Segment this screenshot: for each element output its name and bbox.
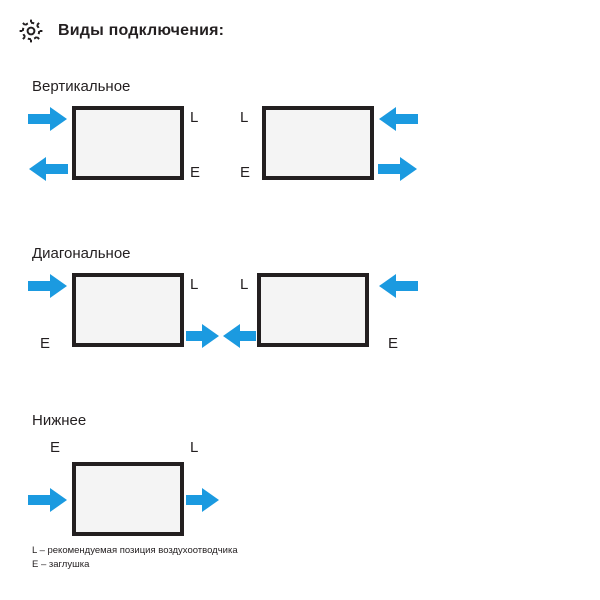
port-label-vertical-left-bottom: E <box>190 164 201 181</box>
page-header <box>18 18 224 44</box>
radiator-bottom <box>72 462 184 536</box>
arrow-inlet-diagonal-right-top <box>378 273 418 304</box>
port-label-diagonal-left-top: L <box>190 276 199 293</box>
arrow-inlet-diagonal-left-top <box>28 273 68 304</box>
port-label-vertical-left-top: L <box>190 109 199 126</box>
arrow-outlet-diagonal-left-bottom <box>186 323 220 354</box>
page-title: Виды подключения: <box>58 22 225 39</box>
port-label-bottom-right: L <box>190 439 199 456</box>
port-label-diagonal-right-bottom: E <box>388 335 399 352</box>
radiator-vertical-left <box>72 106 184 180</box>
section-title-bottom: Нижнее <box>32 412 87 429</box>
section-title-diagonal: Диагональное <box>32 245 131 262</box>
arrow-outlet-diagonal-right-bottom <box>222 323 256 354</box>
port-label-vertical-right-bottom: E <box>240 164 251 181</box>
legend-line-plug: E – заглушка <box>32 559 90 571</box>
section-title-vertical: Вертикальное <box>32 78 131 95</box>
port-label-diagonal-left-bottom: E <box>40 335 51 352</box>
arrow-outlet-vertical-left-bottom <box>28 156 68 187</box>
port-label-vertical-right-top: L <box>240 109 249 126</box>
radiator-diagonal-right <box>257 273 369 347</box>
legend <box>32 544 238 572</box>
legend-line-air-vent: L – рекомендуемая позиция воздухоотводчика <box>32 545 238 557</box>
port-label-diagonal-right-top: L <box>240 276 249 293</box>
arrow-inlet-vertical-left-top <box>28 106 68 137</box>
radiator-diagonal-left <box>72 273 184 347</box>
arrow-outlet-bottom-right <box>186 487 220 518</box>
port-label-bottom-left: E <box>50 439 61 456</box>
arrow-outlet-vertical-right-bottom <box>378 156 418 187</box>
radiator-vertical-right <box>262 106 374 180</box>
arrow-inlet-vertical-right-top <box>378 106 418 137</box>
arrow-inlet-bottom-left <box>28 487 68 518</box>
gear-icon <box>18 18 44 44</box>
